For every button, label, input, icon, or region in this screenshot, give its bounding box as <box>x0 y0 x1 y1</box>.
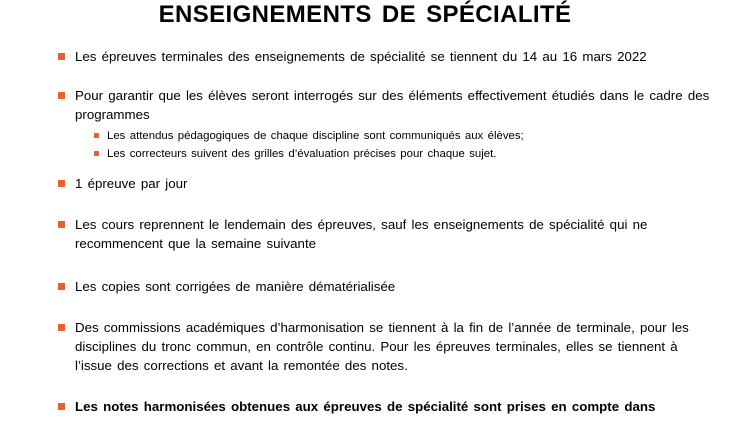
square-bullet-icon <box>94 151 99 156</box>
list-item <box>58 174 718 193</box>
bullet-list <box>58 47 718 430</box>
square-bullet-icon <box>58 221 65 228</box>
list-item <box>58 318 718 375</box>
square-bullet-icon <box>58 324 65 331</box>
sub-list <box>58 128 718 162</box>
list-item-text: Les épreuves terminales des enseignements de spécialité se tiennent du 14 au 16 mars 2022 <box>75 49 647 64</box>
list-item <box>58 277 718 296</box>
sub-list-item <box>94 146 718 162</box>
list-item-text: Les notes harmonisées obtenues aux épreuves de spécialité sont prises en compte dans <box>75 399 656 414</box>
sub-list-item <box>94 128 718 144</box>
square-bullet-icon <box>58 283 65 290</box>
sub-list-item-text: Les correcteurs suivent des grilles d’évaluation précises pour chaque sujet. <box>107 148 497 160</box>
square-bullet-icon <box>58 403 65 410</box>
list-item-text: Les cours reprennent le lendemain des épreuves, sauf les enseignements de spécialité qui ne recommencent que la semaine suivante <box>75 217 648 251</box>
list-item <box>58 86 718 124</box>
list-item-text: Les copies sont corrigées de manière dématérialisée <box>75 279 396 294</box>
list-item-text: 1 épreuve par jour <box>75 176 188 191</box>
list-item <box>58 215 718 253</box>
list-item-text: Des commissions académiques d’harmonisation se tiennent à la fin de l’année de terminale, pour les disciplines du tronc commun, en contrôle continu. Pour les épreuves terminales, elles se tiennent à l’issue des corrections et avant la remontée des notes. <box>75 320 689 373</box>
square-bullet-icon <box>58 180 65 187</box>
page-title: ENSEIGNEMENTS DE SPÉCIALITÉ <box>158 1 572 28</box>
list-item <box>58 397 718 416</box>
list-item <box>58 47 718 66</box>
square-bullet-icon <box>94 133 99 138</box>
square-bullet-icon <box>58 92 65 99</box>
square-bullet-icon <box>58 53 65 60</box>
list-item-text: Pour garantir que les élèves seront interrogés sur des éléments effectivement étudiés dans le cadre des programmes <box>75 88 710 122</box>
sub-list-item-text: Les attendus pédagogiques de chaque discipline sont communiqués aux élèves; <box>107 130 524 142</box>
